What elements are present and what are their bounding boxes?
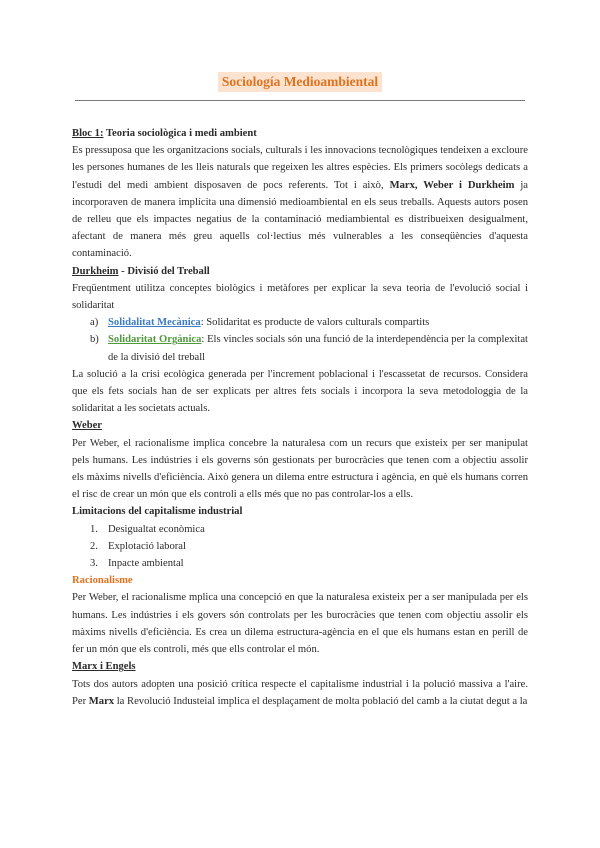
bloc1-text-b: ja incorporaven de manera implícita una dimensió medioambiental en els seus treballs. Aquests autors posen de relleu que els impactes negatius de la contaminació mediambiental es distribueixen desigualment, afectant de manera més greu aquells col·lectius més vulnerables a les conseqüències d'aquesta contaminació. xyxy=(72,179,529,260)
list-item-text: Explotació laboral xyxy=(108,540,186,552)
list-item xyxy=(90,314,528,331)
solidarity-list xyxy=(72,314,528,366)
marx-name: Marx xyxy=(88,695,115,707)
marx-paragraph xyxy=(72,676,528,710)
list-item-text: Inpacte ambiental xyxy=(108,558,184,570)
marx-text-b: la Revolució Industeial implica el desplaçament de molta població del camb a la ciutat degut a la xyxy=(114,695,528,707)
durkheim-intro: Freqüentment utilitza conceptes biològics i metàfores per explicar la seva teoria de l'evolució social i solidaritat xyxy=(72,282,528,312)
limits-heading: Limitacions del capitalisme industrial xyxy=(72,506,243,518)
title-wrap xyxy=(0,72,600,92)
marx-heading xyxy=(72,658,528,675)
durkheim-subtitle: Divisió del Treball xyxy=(127,265,210,277)
limits-list xyxy=(72,521,528,573)
weber-name: Weber xyxy=(72,420,103,432)
list-item xyxy=(90,538,528,555)
list-item xyxy=(90,331,528,365)
list-marker: 1. xyxy=(90,523,98,535)
durkheim-heading xyxy=(72,263,528,280)
list-item xyxy=(90,521,528,538)
page-title: Sociología Medioambiental xyxy=(218,72,382,92)
list-marker: b) xyxy=(90,334,99,346)
solidarity-mechanical-text: : Solidaritat es producte de valors culturals compartits xyxy=(200,317,430,329)
solidarity-mechanical-term: Solidalitat Mecànica xyxy=(108,317,201,329)
bloc1-paragraph xyxy=(72,142,528,262)
list-item xyxy=(90,555,528,572)
solidarity-organic-term: Solidaritat Orgànica xyxy=(108,334,202,346)
marx-heading-text: Marx i Engels xyxy=(72,661,136,673)
racionalisme-paragraph: Per Weber, el racionalisme mplica una concepció en que la naturalesa existeix per a ser manipulada per els humans. Les indústries i els govers són controlats per les burocràcies que tenen com objectiu assolir els màxims nivells d'eficiència. Es crea un dilema estructura-agència en el que els humans estan en perill de fer un món que els controli, més que ells controlar el món. xyxy=(72,592,528,656)
list-marker: a) xyxy=(90,317,99,329)
durkheim-sep: - xyxy=(118,265,128,277)
title-divider xyxy=(75,100,525,101)
bloc1-authors: Marx, Weber i Durkheim xyxy=(389,179,515,191)
marx-text-a: Tots dos autors adopten una posició crítica respecte el capitalisme industrial i la polució massiva a l'aire. Per xyxy=(72,678,528,707)
bloc1-heading xyxy=(72,125,528,142)
weber-paragraph: Per Weber, el racionalisme implica concebre la naturalesa com un recurs que existeix per ser manipulat pels humans. Les indústries i els governs són gestionats per burocràcies que tenen com a objectiu assolir els màxims nivells d'eficiència. Això genera un dilema entre estructura i agència, en què els humans corren el risc de crear un món que els controli a ells més que no pas controlar-los a ells. xyxy=(72,437,528,501)
list-marker: 3. xyxy=(90,558,98,570)
bloc1-text-a: Es pressuposa que les organitzacions socials, culturals i les innovacions tecnològiques tendeixen a excloure les persones humanes de les lleis naturals que regeixen les altres espècies. Els primers socòlegs dedicats a l'estudi del medi ambient disposaven de pocs referents. Tot i això, xyxy=(72,145,528,191)
list-item-text: Desigualtat econòmica xyxy=(108,523,205,535)
solidarity-organic-text: : Els vincles socials són una funció de la interdependència per la complexitat de la divisió del treball xyxy=(108,334,528,363)
racionalisme-heading: Racionalisme xyxy=(72,575,133,587)
bloc1-heading-text: Teoria sociològica i medi ambient xyxy=(105,128,257,139)
durkheim-outro: La solució a la crisi ecològica generada per l'increment poblacional i l'escassetat de recursos. Considera que els fets socials han de ser explicats per altres fets socials i incorpora la seva metodologgia de la solidaritat a les societats actuals. xyxy=(72,368,528,415)
list-marker: 2. xyxy=(90,540,98,552)
weber-heading xyxy=(72,417,528,434)
bloc1-label: Bloc 1: xyxy=(72,128,104,139)
document-body xyxy=(72,125,528,710)
durkheim-name: Durkheim xyxy=(72,265,119,277)
